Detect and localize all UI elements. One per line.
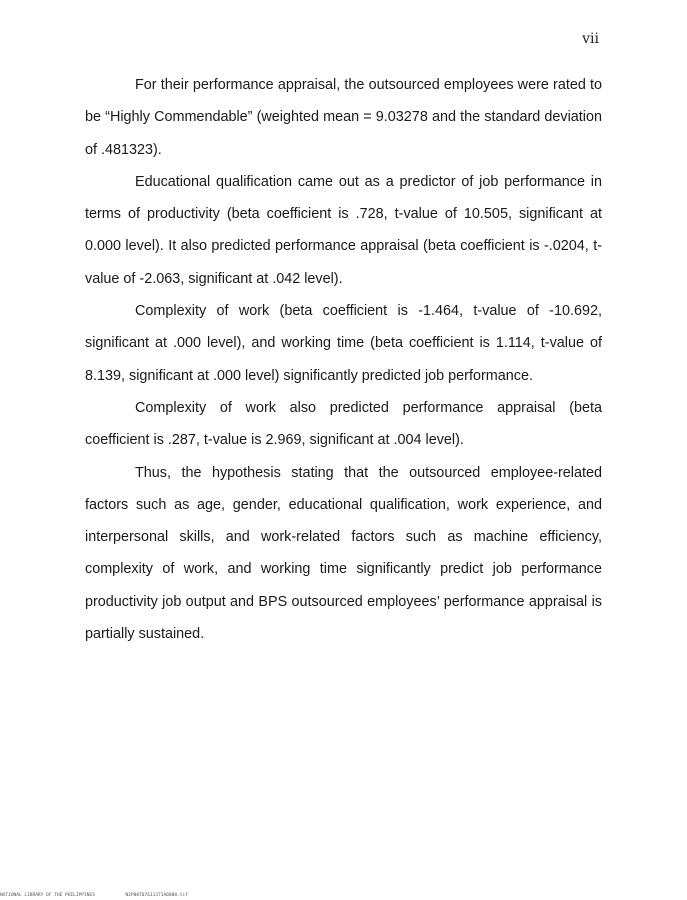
paragraph-complexity-appraisal: Complexity of work also predicted performance appraisal (beta coefficient is .287, t-value is 2.969, significant at .004 level). bbox=[85, 399, 602, 449]
paragraph-performance-appraisal: For their performance appraisal, the outsourced employees were rated to be “Highly Commendable” (weighted mean = 9.03278 and the standard deviation of .481323). bbox=[85, 77, 602, 158]
paragraph-educational-qualification: Educational qualification came out as a predictor of job performance in terms of productivity (beta coefficient is .728, t-value of 10.505, significant at 0.000 level). It also predicted performance appraisal (beta coefficient is -.0204, t-value of -2.063, significant at .042 level). bbox=[85, 173, 602, 287]
footer-library-name: NATIONAL LIBRARY OF THE PHILIPPINES bbox=[0, 893, 95, 898]
footer-file-reference: N2P00T07611371A0008.tif bbox=[125, 893, 188, 898]
document-body bbox=[85, 69, 602, 650]
paragraph-complexity-working-time: Complexity of work (beta coefficient is -1.464, t-value of -10.692, significant at .000 level), and working time (beta coefficient is 1.114, t-value of 8.139, significant at .000 level) significantly predicted job performance. bbox=[85, 303, 602, 384]
scan-footer bbox=[0, 893, 188, 898]
page-number: vii bbox=[582, 31, 599, 47]
paragraph-hypothesis-conclusion: Thus, the hypothesis stating that the outsourced employee-related factors such as age, gender, educational qualification, work experience, and interpersonal skills, and work-related factors such as machine efficiency, complexity of work, and working time significantly predict job performance productivity job output and BPS outsourced employees’ performance appraisal is partially sustained. bbox=[85, 464, 602, 643]
